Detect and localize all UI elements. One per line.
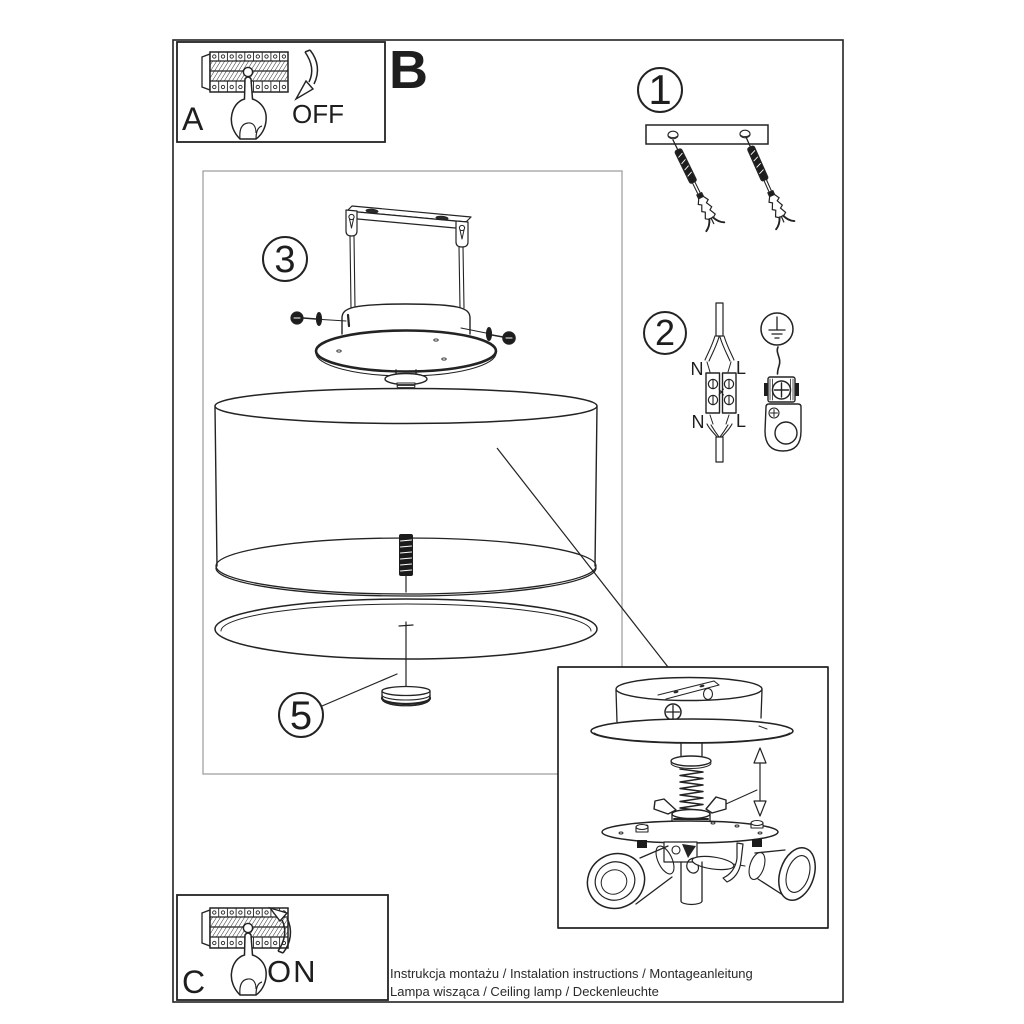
step-5-number: 5: [289, 694, 313, 738]
finial-cap: [382, 687, 430, 706]
step-a-panel: [177, 42, 385, 142]
footer-line-1: Instrukcja montażu / Instalation instructions / Montageanleitung: [390, 966, 753, 981]
panel-a-label: A: [182, 101, 204, 137]
wire-label-l-bottom: L: [735, 411, 747, 431]
step-1-number: 1: [648, 66, 672, 113]
off-label: OFF: [292, 99, 344, 129]
section-b-label: B: [389, 40, 428, 100]
detail-inset: [558, 667, 828, 928]
footer-line-2: Lampa wisząca / Ceiling lamp / Deckenleuchte: [390, 984, 659, 999]
wire-label-n-bottom: N: [691, 412, 705, 432]
canopy: [316, 304, 496, 376]
wire-label-n-top: N: [690, 359, 704, 379]
step-2-number: 2: [654, 312, 676, 353]
panel-c-label: C: [182, 964, 206, 1000]
wire-label-l-top: L: [735, 358, 747, 378]
step-3-number: 3: [274, 239, 296, 281]
on-label: ON: [267, 954, 318, 989]
